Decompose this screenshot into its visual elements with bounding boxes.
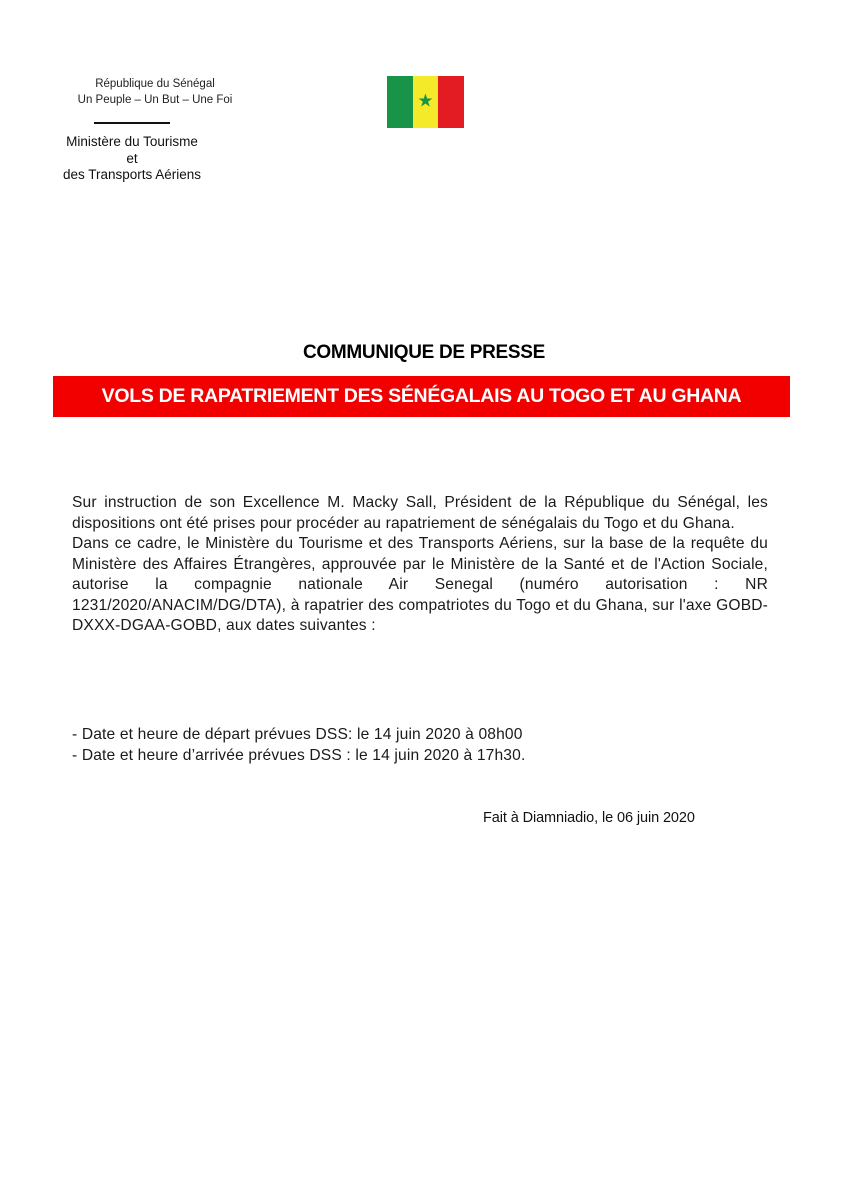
senegal-flag-icon [387, 76, 464, 128]
paragraph-authorization: Dans ce cadre, le Ministère du Tourisme et des Transports Aériens, sur la base de la requête du Ministère des Affaires Étrangères, approuvée par le Ministère de la Santé et de l'Action Sociale, autorise la compagnie nationale Air Senegal (numéro autorisation : NR 1231/2020/ANACIM/DG/DTA), à rapatrier des compatriotes du Togo et du Ghana, sur l'axe GOBD-DXXX-DGAA-GOBD, aux dates suivantes : [72, 535, 768, 634]
press-release-body [72, 493, 768, 637]
paragraph-intro: Sur instruction de son Excellence M. Macky Sall, Président de la République du Sénégal, les dispositions ont été prises pour procéder au rapatriement de sénégalais du Togo et du Ghana. [72, 494, 768, 532]
star-icon: ★ [417, 90, 434, 112]
flag-yellow-band [413, 76, 439, 128]
subtitle-text: VOLS DE RAPATRIEMENT DES SÉNÉGALAIS AU TOGO ET AU GHANA [101, 385, 742, 407]
flight-schedule-list [72, 724, 772, 766]
ministry-name-line3: des Transports Aériens [62, 167, 202, 182]
flag-red-band [438, 76, 464, 128]
ministry-name-line2: et [126, 150, 138, 166]
subtitle-banner [53, 376, 790, 417]
schedule-arrival: - Date et heure d’arrivée prévues DSS : le 14 juin 2020 à 17h30. [72, 747, 526, 764]
header-divider [94, 122, 170, 124]
flag-green-band [387, 76, 413, 128]
ministry-header [30, 76, 280, 184]
republic-name: République du Sénégal [95, 78, 215, 90]
document-title: COMMUNIQUE DE PRESSE [302, 342, 546, 363]
schedule-departure: - Date et heure de départ prévues DSS: le 14 juin 2020 à 08h00 [72, 726, 523, 743]
ministry-name-line1: Ministère du Tourisme [66, 134, 198, 149]
republic-motto: Un Peuple – Un But – Une Foi [77, 94, 233, 106]
place-and-date: Fait à Diamniadio, le 06 juin 2020 [483, 810, 695, 826]
